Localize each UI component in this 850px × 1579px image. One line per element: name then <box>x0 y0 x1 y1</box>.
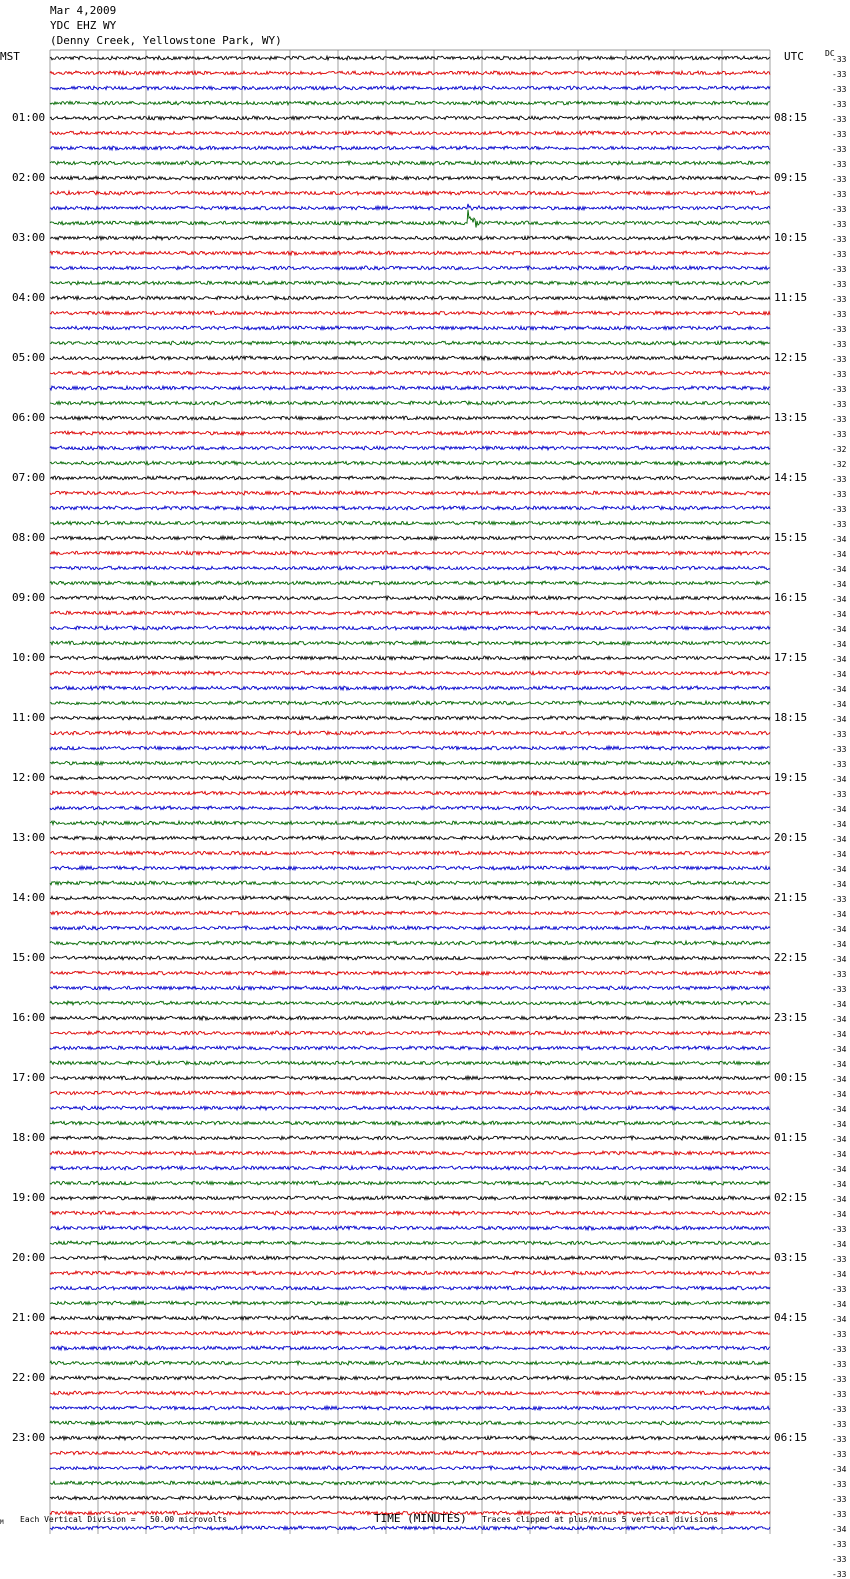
dc-offset-value: -33 <box>832 1570 847 1579</box>
utc-hour-label: 21:15 <box>774 891 808 904</box>
dc-offset-value: -33 <box>832 250 847 259</box>
dc-offset-value: -33 <box>832 895 847 904</box>
utc-hour-label: 23:15 <box>774 1011 808 1024</box>
seismic-trace-32 <box>50 536 770 540</box>
utc-hour-label: 12:15 <box>774 351 808 364</box>
dc-offset-value: -32 <box>832 460 847 469</box>
dc-offset-value: -33 <box>832 355 847 364</box>
dc-offset-value: -34 <box>832 1045 847 1054</box>
dc-offset-value: -34 <box>832 1150 847 1159</box>
seismic-trace-55 <box>50 881 770 885</box>
dc-offset-value: -34 <box>832 1270 847 1279</box>
dc-offset-value: -33 <box>832 1510 847 1519</box>
dc-offset-value: -34 <box>832 1000 847 1009</box>
seismic-trace-72 <box>50 1136 770 1140</box>
seismic-trace-79 <box>50 1241 770 1245</box>
utc-hour-label: 10:15 <box>774 231 808 244</box>
seismic-trace-30 <box>50 506 770 510</box>
clip-note: Traces clipped at plus/minus 5 vertical divisions <box>482 1515 719 1524</box>
dc-offset-value: -34 <box>832 580 847 589</box>
station-id: YDC EHZ WY <box>50 19 117 32</box>
dc-offset-value: -33 <box>832 220 847 229</box>
dc-offset-value: -33 <box>832 1420 847 1429</box>
mst-hour-label: 04:00 <box>12 291 46 304</box>
dc-offset-value: -33 <box>832 400 847 409</box>
seismic-trace-38 <box>50 626 770 630</box>
mst-hour-label: 03:00 <box>12 231 46 244</box>
utc-hour-label: 20:15 <box>774 831 808 844</box>
dc-offset-value: -34 <box>832 1465 847 1474</box>
seismic-trace-65 <box>50 1031 770 1035</box>
seismic-trace-62 <box>50 986 770 990</box>
utc-hour-label: 02:15 <box>774 1191 808 1204</box>
seismic-trace-60 <box>50 956 770 960</box>
seismic-trace-98 <box>50 1526 770 1530</box>
dc-offset-value: -34 <box>832 700 847 709</box>
dc-offset-value: -34 <box>832 1120 847 1129</box>
dc-offset-value: -34 <box>832 610 847 619</box>
dc-offset-value: -33 <box>832 520 847 529</box>
dc-offset-value: -34 <box>832 1105 847 1114</box>
dc-offset-value: -34 <box>832 1195 847 1204</box>
dc-offset-value: -33 <box>832 85 847 94</box>
dc-offset-value: -34 <box>832 1060 847 1069</box>
utc-hour-label: 08:15 <box>774 111 808 124</box>
dc-offset-value: -34 <box>832 1180 847 1189</box>
dc-offset-value: -33 <box>832 1495 847 1504</box>
dc-offset-value: -33 <box>832 1390 847 1399</box>
dc-offset-value: -34 <box>832 925 847 934</box>
utc-hour-label: 01:15 <box>774 1131 808 1144</box>
plot-date: Mar 4,2009 <box>50 4 117 17</box>
dc-offset-value: -34 <box>832 1300 847 1309</box>
utc-hour-label: 17:15 <box>774 651 808 664</box>
dc-offset-value: -34 <box>832 1525 847 1534</box>
dc-offset-value: -34 <box>832 1030 847 1039</box>
dc-offset-value: -33 <box>832 985 847 994</box>
seismic-trace-75 <box>50 1181 770 1185</box>
dc-offset-value: -34 <box>832 1015 847 1024</box>
seismic-trace-2 <box>50 86 770 90</box>
dc-offset-value: -34 <box>832 910 847 919</box>
dc-offset-value: -33 <box>832 1375 847 1384</box>
seismic-trace-52 <box>50 836 770 840</box>
left-timezone-label: MST <box>0 50 20 63</box>
seismic-trace-66 <box>50 1046 770 1050</box>
seismic-trace-90 <box>50 1406 770 1410</box>
dc-offset-value: -34 <box>832 655 847 664</box>
seismic-trace-17 <box>50 311 770 315</box>
dc-offset-value: -33 <box>832 160 847 169</box>
dc-offset-value: -34 <box>832 640 847 649</box>
seismic-trace-43 <box>50 701 770 705</box>
utc-hour-label: 05:15 <box>774 1371 808 1384</box>
dc-offset-value: -33 <box>832 385 847 394</box>
dc-offset-value: -34 <box>832 820 847 829</box>
scale-note: Each Vertical Division = 50.00 microvolts <box>20 1515 228 1524</box>
seismic-trace-67 <box>50 1061 770 1065</box>
seismic-trace-56 <box>50 896 770 900</box>
dc-offset-value: -33 <box>832 175 847 184</box>
seismic-trace-15 <box>50 281 770 285</box>
dc-offset-value: -33 <box>832 430 847 439</box>
seismic-trace-91 <box>50 1421 770 1425</box>
seismic-trace-12 <box>50 236 770 240</box>
seismic-trace-19 <box>50 341 770 345</box>
dc-offset-value: -33 <box>832 340 847 349</box>
seismic-trace-96 <box>50 1496 770 1500</box>
seismic-trace-6 <box>50 146 770 150</box>
dc-offset-value: -34 <box>832 1315 847 1324</box>
dc-offset-value: -34 <box>832 595 847 604</box>
utc-hour-label: 00:15 <box>774 1071 808 1084</box>
seismic-trace-51 <box>50 821 770 825</box>
utc-hour-label: 03:15 <box>774 1251 808 1264</box>
dc-offset-value: -33 <box>832 280 847 289</box>
seismic-trace-26 <box>50 446 770 450</box>
seismic-trace-8 <box>50 176 770 180</box>
seismic-trace-78 <box>50 1226 770 1230</box>
dc-offset-value: -34 <box>832 670 847 679</box>
dc-offset-value: -34 <box>832 850 847 859</box>
dc-offset-value: -34 <box>832 835 847 844</box>
seismic-trace-77 <box>50 1211 770 1215</box>
seismic-trace-16 <box>50 296 770 300</box>
dc-offset-value: -33 <box>832 370 847 379</box>
seismic-trace-88 <box>50 1376 770 1380</box>
dc-offset-value: -32 <box>832 445 847 454</box>
dc-offset-value: -33 <box>832 1345 847 1354</box>
seismic-trace-87 <box>50 1361 770 1365</box>
seismic-trace-58 <box>50 926 770 930</box>
seismic-trace-47 <box>50 761 770 765</box>
dc-offset-value: -33 <box>832 1285 847 1294</box>
seismic-trace-57 <box>50 911 770 915</box>
dc-offset-value: -33 <box>832 1405 847 1414</box>
dc-offset-value: -33 <box>832 1540 847 1549</box>
mst-hour-label: 22:00 <box>12 1371 46 1384</box>
station-location: (Denny Creek, Yellowstone Park, WY) <box>50 34 282 47</box>
mst-hour-label: 02:00 <box>12 171 46 184</box>
dc-offset-value: -34 <box>832 1135 847 1144</box>
dc-offset-value: -34 <box>832 940 847 949</box>
dc-offset-value: -34 <box>832 1090 847 1099</box>
mst-hour-label: 01:00 <box>12 111 46 124</box>
seismic-trace-29 <box>50 491 770 495</box>
dc-offset-value: -33 <box>832 760 847 769</box>
seismic-trace-0 <box>50 56 770 60</box>
seismic-trace-24 <box>50 416 770 420</box>
mst-hour-label: 20:00 <box>12 1251 46 1264</box>
seismic-trace-14 <box>50 266 770 270</box>
seismic-trace-23 <box>50 401 770 405</box>
seismic-trace-50 <box>50 806 770 810</box>
dc-offset-value: -33 <box>832 235 847 244</box>
seismic-trace-13 <box>50 251 770 255</box>
dc-offset-value: -34 <box>832 805 847 814</box>
mst-hour-label: 13:00 <box>12 831 46 844</box>
footer-mark: M <box>0 1519 4 1526</box>
dc-offset-value: -34 <box>832 565 847 574</box>
seismic-trace-68 <box>50 1076 770 1080</box>
seismic-trace-37 <box>50 611 770 615</box>
dc-offset-value: -33 <box>832 1330 847 1339</box>
seismic-trace-86 <box>50 1346 770 1350</box>
seismic-trace-3 <box>50 101 770 105</box>
seismic-trace-22 <box>50 386 770 390</box>
seismic-trace-7 <box>50 161 770 165</box>
dc-offset-value: -33 <box>832 1255 847 1264</box>
seismic-trace-70 <box>50 1106 770 1110</box>
dc-offset-value: -34 <box>832 1240 847 1249</box>
seismic-trace-48 <box>50 776 770 780</box>
dc-offset-value: -34 <box>832 955 847 964</box>
dc-offset-value: -34 <box>832 1210 847 1219</box>
dc-offset-value: -33 <box>832 265 847 274</box>
mst-hour-label: 15:00 <box>12 951 46 964</box>
mst-hour-label: 06:00 <box>12 411 46 424</box>
utc-hour-label: 15:15 <box>774 531 808 544</box>
dc-offset-value: -33 <box>832 190 847 199</box>
utc-hour-label: 09:15 <box>774 171 808 184</box>
seismic-trace-93 <box>50 1451 770 1455</box>
mst-hour-label: 08:00 <box>12 531 46 544</box>
dc-offset-value: -34 <box>832 550 847 559</box>
dc-offset-value: -33 <box>832 325 847 334</box>
utc-hour-label: 19:15 <box>774 771 808 784</box>
dc-offset-value: -34 <box>832 1165 847 1174</box>
dc-offset-value: -33 <box>832 745 847 754</box>
dc-offset-value: -33 <box>832 55 847 64</box>
dc-offset-value: -33 <box>832 100 847 109</box>
mst-hour-label: 16:00 <box>12 1011 46 1024</box>
mst-hour-label: 07:00 <box>12 471 46 484</box>
dc-offset-value: -33 <box>832 130 847 139</box>
mst-hour-label: 23:00 <box>12 1431 46 1444</box>
dc-offset-value: -33 <box>832 970 847 979</box>
utc-hour-label: 06:15 <box>774 1431 808 1444</box>
seismic-trace-89 <box>50 1391 770 1395</box>
seismic-trace-44 <box>50 716 770 720</box>
seismic-trace-83 <box>50 1301 770 1305</box>
seismic-trace-63 <box>50 1001 770 1005</box>
dc-offset-value: -33 <box>832 145 847 154</box>
utc-hour-label: 13:15 <box>774 411 808 424</box>
seismic-trace-81 <box>50 1271 770 1275</box>
mst-hour-label: 21:00 <box>12 1311 46 1324</box>
seismic-trace-10 <box>50 204 770 210</box>
seismic-trace-94 <box>50 1466 770 1470</box>
seismic-trace-76 <box>50 1196 770 1200</box>
mst-hour-label: 05:00 <box>12 351 46 364</box>
dc-offset-value: -33 <box>832 790 847 799</box>
seismic-trace-95 <box>50 1481 770 1485</box>
seismic-trace-36 <box>50 596 770 600</box>
dc-offset-value: -34 <box>832 775 847 784</box>
seismic-trace-54 <box>50 866 770 870</box>
dc-offset-value: -33 <box>832 310 847 319</box>
dc-offset-value: -34 <box>832 535 847 544</box>
seismic-trace-80 <box>50 1256 770 1260</box>
seismic-trace-5 <box>50 131 770 135</box>
dc-offset-value: -33 <box>832 70 847 79</box>
seismic-trace-40 <box>50 656 770 660</box>
mst-hour-label: 19:00 <box>12 1191 46 1204</box>
dc-offset-value: -34 <box>832 685 847 694</box>
seismic-trace-35 <box>50 581 770 585</box>
seismic-trace-25 <box>50 431 770 435</box>
dc-offset-value: -34 <box>832 1075 847 1084</box>
dc-offset-value: -33 <box>832 115 847 124</box>
mst-hour-label: 12:00 <box>12 771 46 784</box>
seismic-trace-46 <box>50 746 770 750</box>
seismic-trace-53 <box>50 851 770 855</box>
seismic-trace-74 <box>50 1166 770 1170</box>
dc-offset-value: -33 <box>832 1555 847 1564</box>
seismic-trace-4 <box>50 116 770 120</box>
seismic-trace-73 <box>50 1151 770 1155</box>
dc-header-label: DC <box>825 49 835 58</box>
seismic-trace-33 <box>50 551 770 555</box>
dc-offset-value: -34 <box>832 865 847 874</box>
dc-offset-value: -33 <box>832 415 847 424</box>
dc-offset-value: -33 <box>832 205 847 214</box>
dc-offset-value: -33 <box>832 1435 847 1444</box>
seismic-trace-28 <box>50 476 770 480</box>
seismic-trace-11 <box>50 210 770 228</box>
seismic-trace-18 <box>50 326 770 330</box>
dc-offset-value: -34 <box>832 715 847 724</box>
mst-hour-label: 11:00 <box>12 711 46 724</box>
seismic-trace-9 <box>50 191 770 195</box>
mst-hour-label: 10:00 <box>12 651 46 664</box>
seismic-trace-82 <box>50 1286 770 1290</box>
dc-offset-value: -33 <box>832 730 847 739</box>
seismic-trace-49 <box>50 791 770 795</box>
mst-hour-label: 17:00 <box>12 1071 46 1084</box>
mst-hour-label: 09:00 <box>12 591 46 604</box>
seismic-trace-27 <box>50 461 770 465</box>
seismic-trace-45 <box>50 731 770 735</box>
seismic-trace-1 <box>50 71 770 75</box>
seismic-trace-41 <box>50 671 770 675</box>
dc-offset-value: -34 <box>832 880 847 889</box>
seismic-trace-61 <box>50 971 770 975</box>
seismic-trace-31 <box>50 521 770 525</box>
seismic-trace-39 <box>50 641 770 645</box>
utc-hour-label: 18:15 <box>774 711 808 724</box>
utc-hour-label: 16:15 <box>774 591 808 604</box>
dc-offset-value: -33 <box>832 475 847 484</box>
seismic-trace-84 <box>50 1316 770 1320</box>
dc-offset-value: -33 <box>832 490 847 499</box>
dc-offset-value: -33 <box>832 1225 847 1234</box>
seismic-trace-92 <box>50 1436 770 1440</box>
dc-offset-value: -33 <box>832 1360 847 1369</box>
dc-offset-value: -33 <box>832 505 847 514</box>
seismic-trace-64 <box>50 1016 770 1020</box>
utc-hour-label: 04:15 <box>774 1311 808 1324</box>
x-axis-title: TIME (MINUTES) <box>374 1512 467 1525</box>
seismic-trace-21 <box>50 371 770 375</box>
dc-offset-value: -34 <box>832 625 847 634</box>
seismic-trace-20 <box>50 356 770 360</box>
seismic-trace-34 <box>50 566 770 570</box>
seismic-trace-59 <box>50 941 770 945</box>
seismic-trace-85 <box>50 1331 770 1335</box>
utc-hour-label: 11:15 <box>774 291 808 304</box>
mst-hour-label: 18:00 <box>12 1131 46 1144</box>
seismic-trace-42 <box>50 686 770 690</box>
dc-offset-value: -33 <box>832 1480 847 1489</box>
utc-hour-label: 22:15 <box>774 951 808 964</box>
seismic-trace-69 <box>50 1091 770 1095</box>
seismic-trace-71 <box>50 1121 770 1125</box>
dc-offset-value: -33 <box>832 1450 847 1459</box>
right-timezone-label: UTC <box>784 50 804 63</box>
dc-offset-value: -33 <box>832 295 847 304</box>
utc-hour-label: 14:15 <box>774 471 808 484</box>
mst-hour-label: 14:00 <box>12 891 46 904</box>
